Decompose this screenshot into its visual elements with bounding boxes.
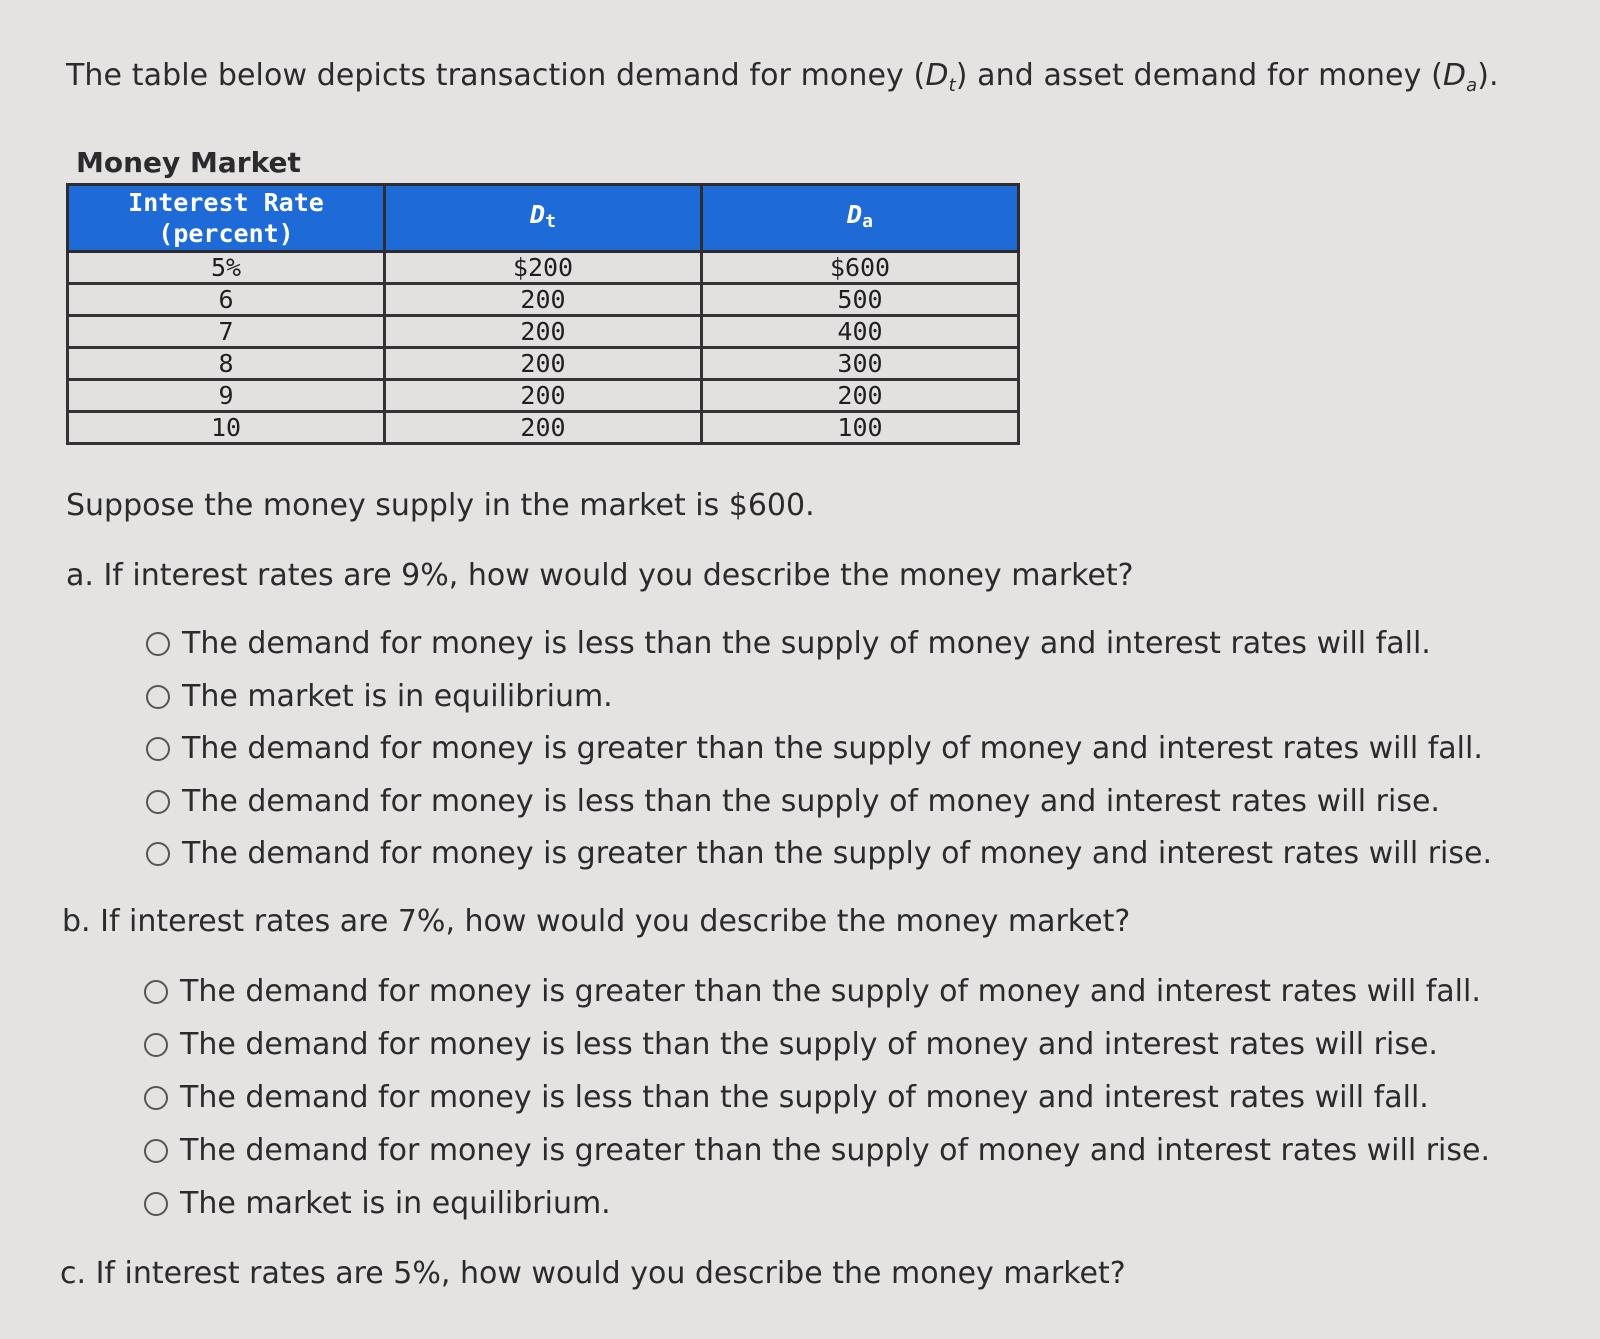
intro-middle: ) and asset demand for money ( bbox=[955, 58, 1443, 93]
cell-rate: 8 bbox=[68, 348, 385, 380]
question-c: c. If interest rates are 5%, how would you describe the money market? bbox=[60, 1256, 1126, 1291]
table-row bbox=[68, 348, 1019, 380]
question-a-option-2[interactable] bbox=[146, 679, 613, 714]
money-supply-statement: Suppose the money supply in the market is $600. bbox=[66, 488, 815, 523]
question-a-option-4[interactable] bbox=[146, 784, 1440, 819]
table-row bbox=[68, 316, 1019, 348]
money-market-table-wrapper bbox=[66, 183, 1020, 445]
radio-button-icon[interactable] bbox=[144, 1086, 168, 1110]
question-b-option-2[interactable] bbox=[144, 1027, 1438, 1062]
header-rate-line2: (percent) bbox=[158, 219, 294, 248]
header-dt-symbol: D bbox=[530, 200, 546, 229]
table-row bbox=[68, 252, 1019, 284]
option-label: The demand for money is less than the supply of money and interest rates will rise. bbox=[180, 1027, 1438, 1062]
table-row bbox=[68, 380, 1019, 412]
money-market-table bbox=[66, 183, 1020, 445]
intro-dt-subscript: t bbox=[948, 75, 956, 96]
question-a-option-3[interactable] bbox=[146, 731, 1483, 766]
option-label: The demand for money is greater than the supply of money and interest rates will rise. bbox=[182, 836, 1493, 871]
radio-button-icon[interactable] bbox=[144, 1033, 168, 1057]
table-row bbox=[68, 284, 1019, 316]
cell-dt: $200 bbox=[385, 252, 702, 284]
cell-da: 200 bbox=[702, 380, 1019, 412]
cell-dt: 200 bbox=[385, 380, 702, 412]
radio-button-icon[interactable] bbox=[144, 1192, 168, 1216]
cell-da: 400 bbox=[702, 316, 1019, 348]
table-header-row bbox=[68, 185, 1019, 252]
option-label: The demand for money is less than the supply of money and interest rates will rise. bbox=[182, 784, 1440, 819]
radio-button-icon[interactable] bbox=[146, 632, 170, 656]
question-a-option-5[interactable] bbox=[146, 836, 1492, 871]
question-b-option-5[interactable] bbox=[144, 1186, 611, 1221]
cell-rate: 5% bbox=[68, 252, 385, 284]
cell-da: $600 bbox=[702, 252, 1019, 284]
cell-dt: 200 bbox=[385, 284, 702, 316]
table-title: Money Market bbox=[76, 146, 301, 179]
intro-text bbox=[66, 58, 1499, 96]
header-da-subscript: a bbox=[862, 211, 873, 232]
option-label: The market is in equilibrium. bbox=[182, 679, 613, 714]
table-row bbox=[68, 412, 1019, 444]
cell-rate: 6 bbox=[68, 284, 385, 316]
option-label: The demand for money is greater than the supply of money and interest rates will rise. bbox=[180, 1133, 1491, 1168]
header-da-symbol: D bbox=[847, 200, 863, 229]
intro-suffix: ). bbox=[1477, 58, 1499, 93]
intro-prefix: The table below depicts transaction demand for money ( bbox=[66, 58, 926, 93]
cell-rate: 10 bbox=[68, 412, 385, 444]
question-b-option-3[interactable] bbox=[144, 1080, 1429, 1115]
intro-da-symbol: D bbox=[1442, 58, 1467, 93]
option-label: The demand for money is less than the supply of money and interest rates will fall. bbox=[182, 626, 1431, 661]
cell-dt: 200 bbox=[385, 348, 702, 380]
option-label: The demand for money is greater than the supply of money and interest rates will fall. bbox=[182, 731, 1483, 766]
header-dt bbox=[385, 185, 702, 252]
radio-button-icon[interactable] bbox=[146, 737, 170, 761]
header-interest-rate bbox=[68, 185, 385, 252]
radio-button-icon[interactable] bbox=[146, 685, 170, 709]
cell-rate: 7 bbox=[68, 316, 385, 348]
cell-da: 500 bbox=[702, 284, 1019, 316]
option-label: The market is in equilibrium. bbox=[180, 1186, 611, 1221]
intro-da-subscript: a bbox=[1466, 75, 1478, 96]
radio-button-icon[interactable] bbox=[144, 980, 168, 1004]
radio-button-icon[interactable] bbox=[146, 790, 170, 814]
radio-button-icon[interactable] bbox=[146, 842, 170, 866]
question-a: a. If interest rates are 9%, how would you describe the money market? bbox=[66, 558, 1134, 593]
question-b-option-4[interactable] bbox=[144, 1133, 1490, 1168]
question-b-option-1[interactable] bbox=[144, 974, 1481, 1009]
question-a-option-1[interactable] bbox=[146, 626, 1431, 661]
cell-dt: 200 bbox=[385, 316, 702, 348]
cell-rate: 9 bbox=[68, 380, 385, 412]
cell-da: 100 bbox=[702, 412, 1019, 444]
header-dt-subscript: t bbox=[545, 211, 556, 232]
question-b: b. If interest rates are 7%, how would you describe the money market? bbox=[62, 904, 1131, 939]
header-rate-line1: Interest Rate bbox=[128, 188, 324, 217]
intro-dt-symbol: D bbox=[925, 58, 949, 93]
option-label: The demand for money is less than the supply of money and interest rates will fall. bbox=[180, 1080, 1429, 1115]
header-da bbox=[702, 185, 1019, 252]
cell-dt: 200 bbox=[385, 412, 702, 444]
radio-button-icon[interactable] bbox=[144, 1139, 168, 1163]
cell-da: 300 bbox=[702, 348, 1019, 380]
option-label: The demand for money is greater than the supply of money and interest rates will fall. bbox=[180, 974, 1481, 1009]
